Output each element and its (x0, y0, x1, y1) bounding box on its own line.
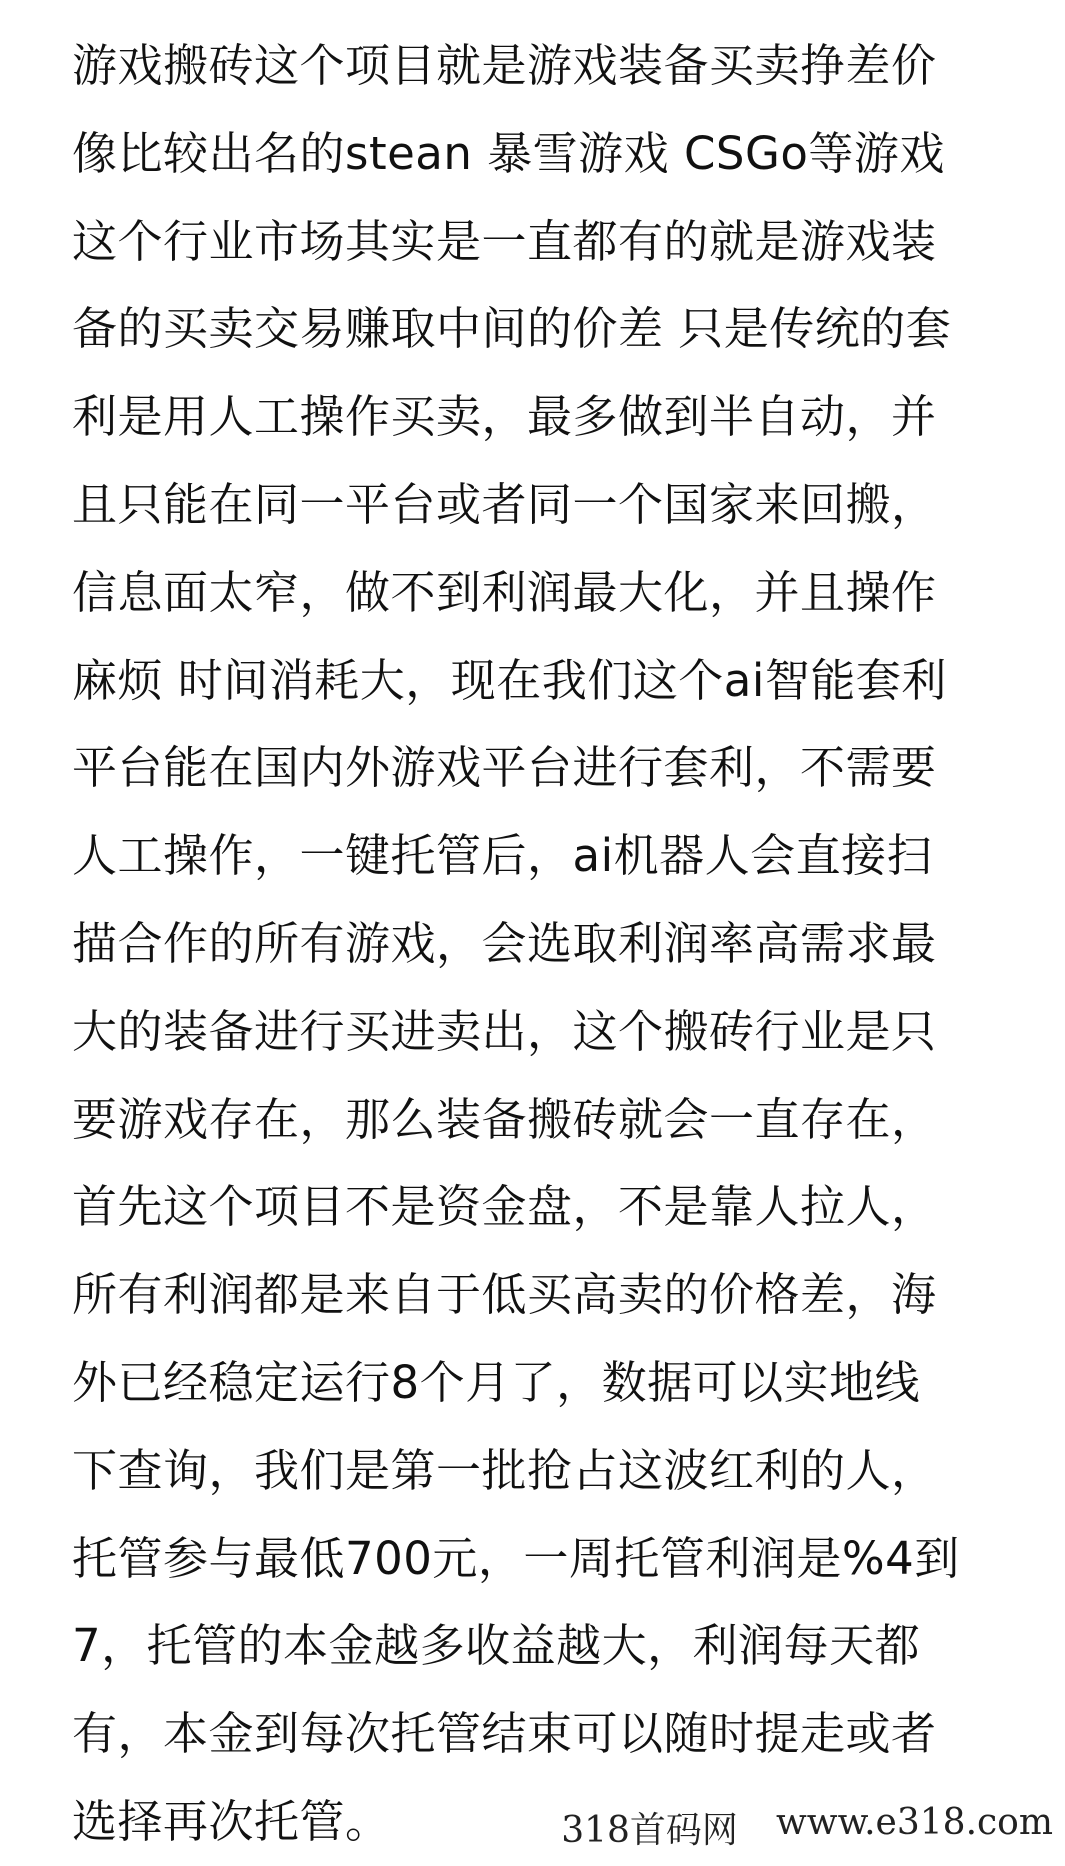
text-line-3: 这个行业市场其实是一直都有的就是游戏装 (72, 214, 937, 268)
text-line-4: 备的买卖交易赚取中间的价差 只是传统的套 (72, 302, 952, 356)
text-line-19: 7，托管的本金越多收益越大，利润每天都 (72, 1619, 921, 1673)
text-line-8: 麻烦 时间消耗大，现在我们这个ai智能套利 (72, 653, 947, 707)
text-line-18: 托管参与最低700元，一周托管利润是%4到 (72, 1531, 960, 1585)
article-body (72, 22, 1052, 1866)
text-line-14: 首先这个项目不是资金盘，不是靠人拉人， (72, 1180, 937, 1234)
text-line-17: 下查询，我们是第一批抢占这波红利的人， (72, 1443, 937, 1497)
text-line-13: 要游戏存在，那么装备搬砖就会一直存在， (72, 1092, 937, 1146)
text-line-5: 利是用人工操作买卖，最多做到半自动，并 (72, 390, 937, 444)
text-line-12: 大的装备进行买进卖出，这个搬砖行业是只 (72, 1004, 937, 1058)
text-line-16: 外已经稳定运行8个月了，数据可以实地线 (72, 1355, 921, 1409)
watermark-site-url: www.e318.com (775, 1802, 1053, 1843)
text-line-2: 像比较出名的stean 暴雪游戏 CSGo等游戏 (72, 126, 945, 180)
text-line-21: 选择再次托管。 (72, 1794, 391, 1848)
watermark-site-name: 318首码网 (561, 1810, 738, 1851)
text-line-7: 信息面太窄，做不到利润最大化，并且操作 (72, 565, 937, 619)
text-line-15: 所有利润都是来自于低买高卖的价格差，海 (72, 1268, 937, 1322)
text-line-10: 人工操作，一键托管后，ai机器人会直接扫 (72, 829, 933, 883)
text-line-1: 游戏搬砖这个项目就是游戏装备买卖挣差价 (72, 39, 937, 92)
text-line-6: 且只能在同一平台或者同一个国家来回搬， (72, 477, 937, 531)
text-line-11: 描合作的所有游戏，会选取利润率高需求最 (72, 916, 937, 970)
site-watermark (561, 1802, 1053, 1853)
text-line-9: 平台能在国内外游戏平台进行套利，不需要 (72, 741, 937, 795)
text-line-20: 有，本金到每次托管结束可以随时提走或者 (72, 1707, 937, 1761)
